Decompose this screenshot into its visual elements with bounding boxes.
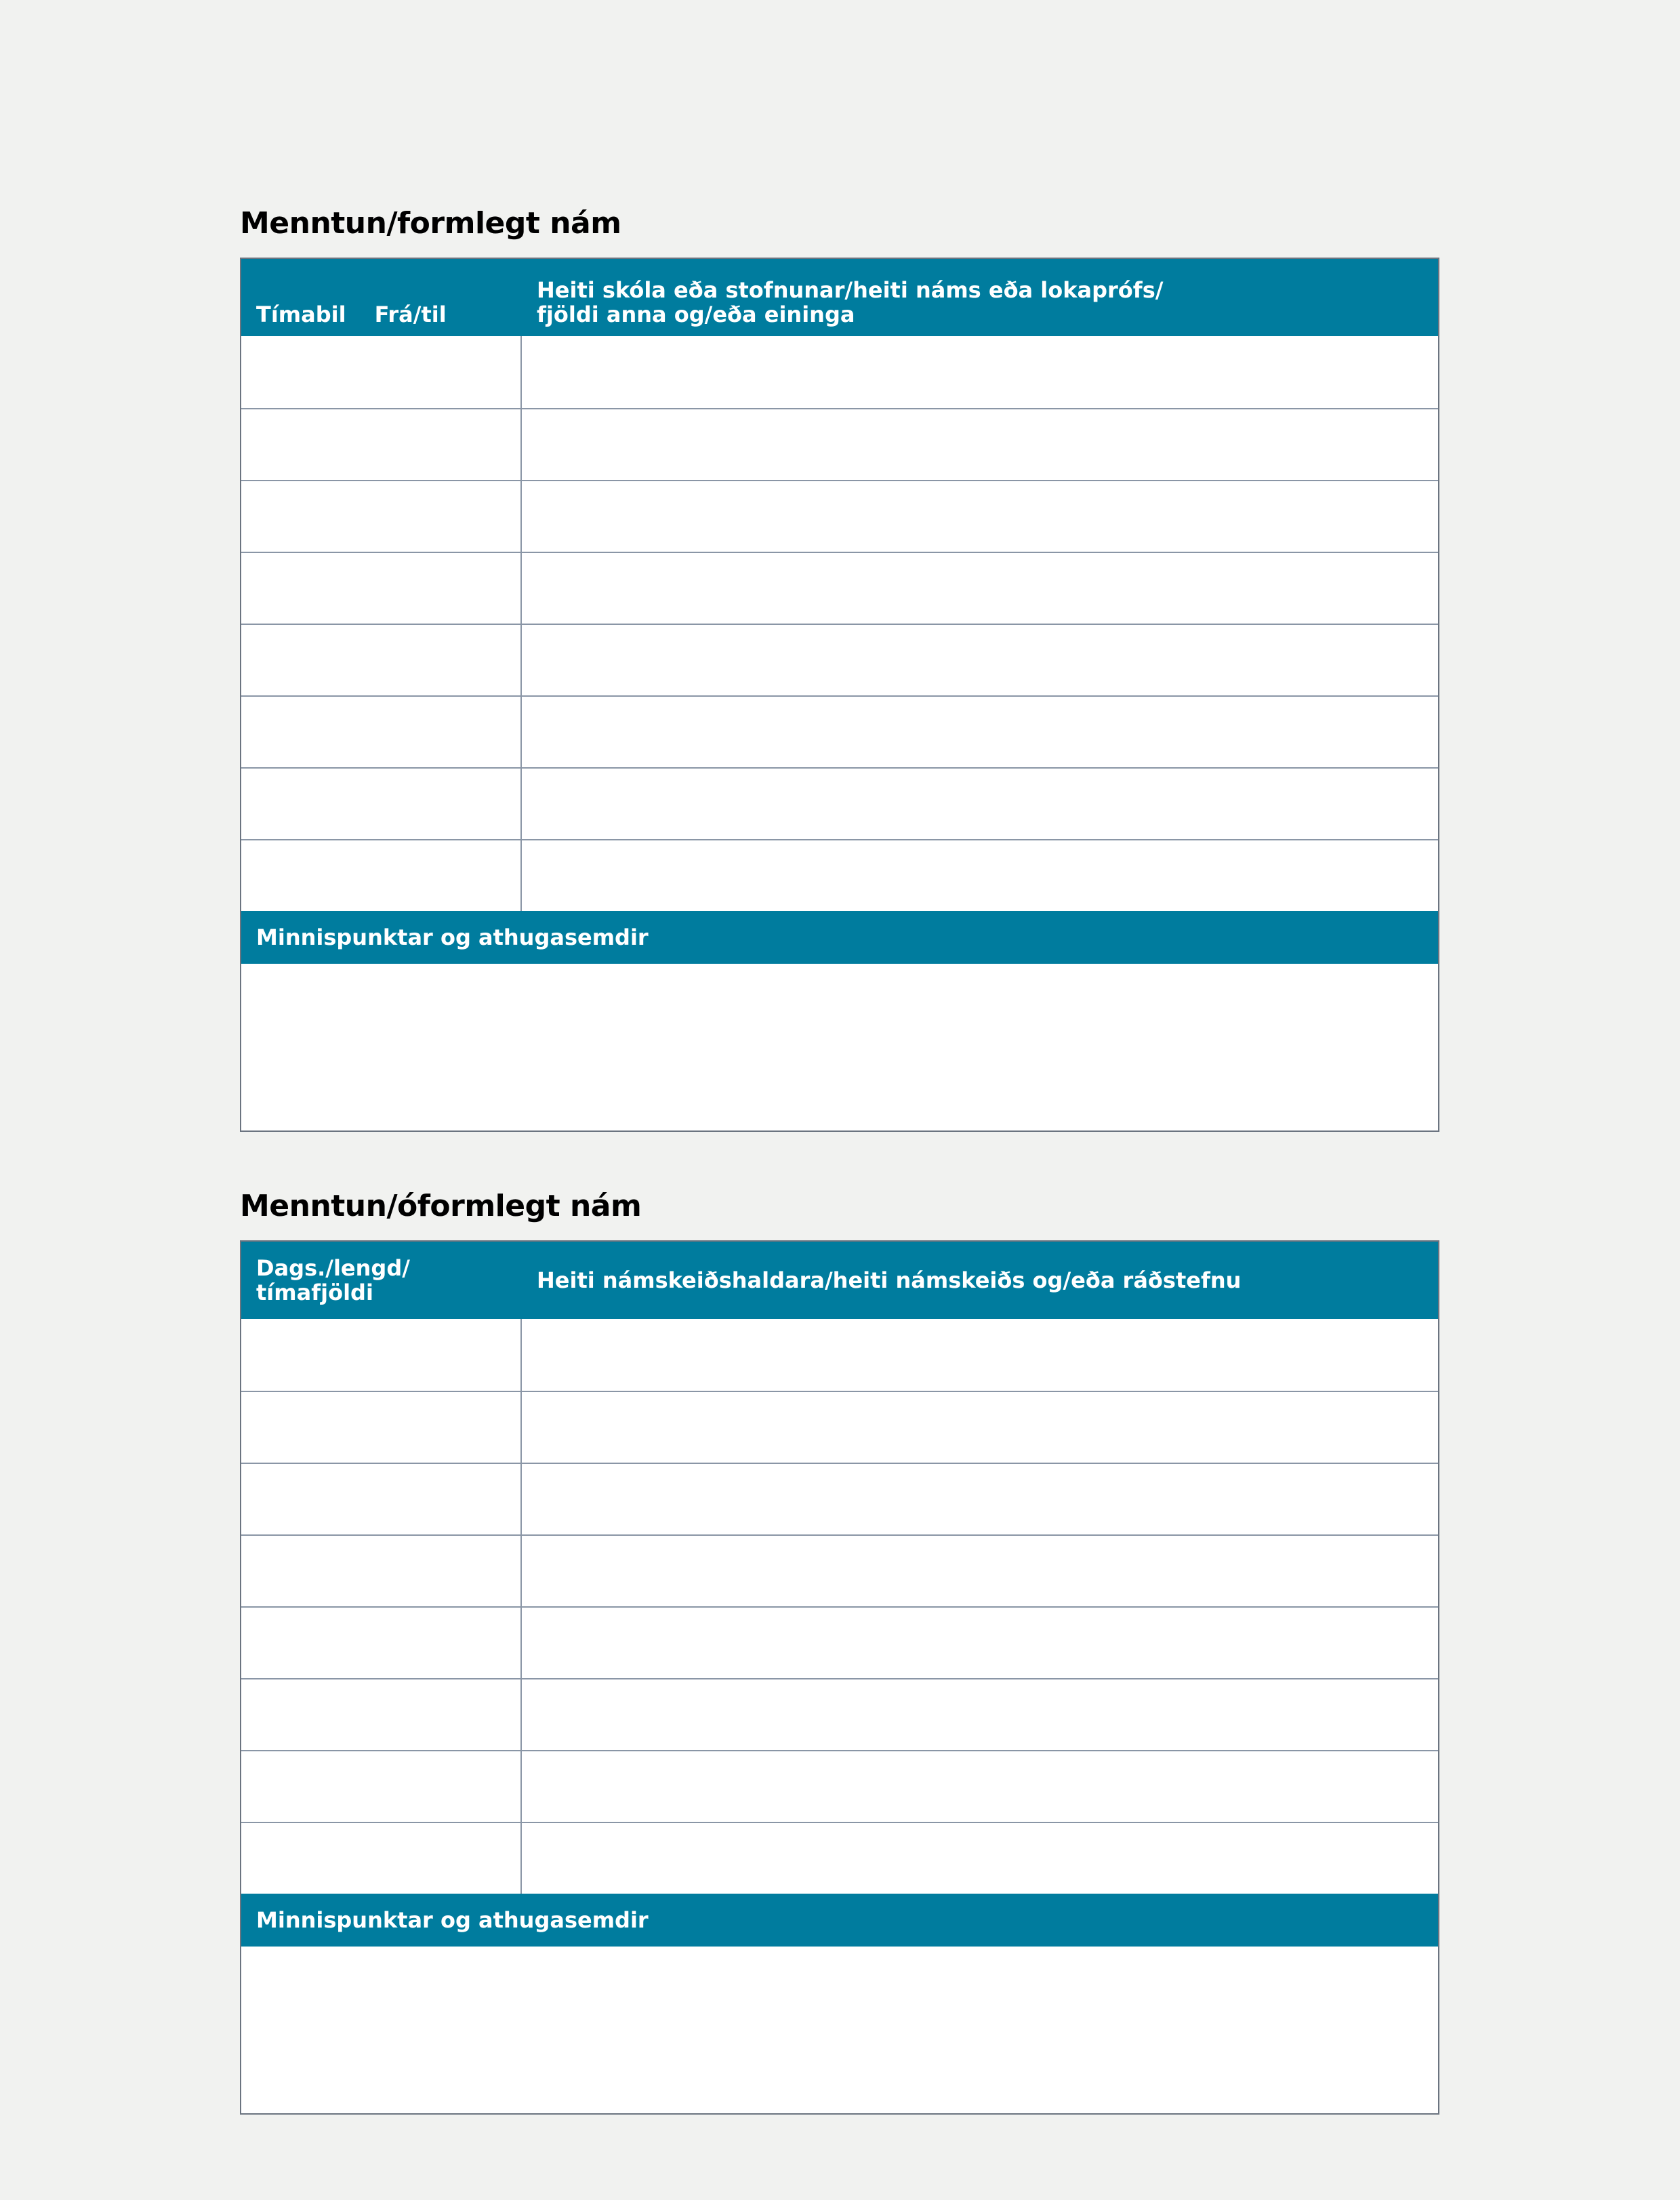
formal-rows: [241, 336, 1438, 911]
table-row: [241, 480, 1438, 552]
notes-field[interactable]: [241, 964, 1438, 1130]
school-header-line-2: fjöldi anna og/eða eininga: [537, 302, 855, 327]
date-header-line-1: Dags./lengd/: [256, 1255, 410, 1281]
period-cell[interactable]: [241, 409, 522, 480]
from-to-label: Frá/til: [374, 302, 447, 327]
period-cell[interactable]: [241, 481, 522, 552]
notes-header: Minnispunktar og athugasemdir: [241, 1894, 1438, 1947]
column-header-school: [522, 259, 1438, 336]
period-cell[interactable]: [241, 336, 522, 408]
date-cell[interactable]: [241, 1679, 522, 1750]
date-cell[interactable]: [241, 1392, 522, 1463]
table-row: [241, 552, 1438, 624]
formal-section-title: Menntun/formlegt nám: [240, 206, 621, 241]
table-row: [241, 1822, 1438, 1894]
school-cell[interactable]: [522, 697, 1438, 767]
table-row: [241, 839, 1438, 911]
date-cell[interactable]: [241, 1608, 522, 1678]
school-cell[interactable]: [522, 769, 1438, 839]
course-cell[interactable]: [522, 1392, 1438, 1463]
course-cell[interactable]: [522, 1608, 1438, 1678]
column-header-course: [522, 1242, 1438, 1319]
table-row: [241, 1319, 1438, 1391]
period-cell[interactable]: [241, 769, 522, 839]
table-header: [241, 1242, 1438, 1319]
course-cell[interactable]: [522, 1823, 1438, 1894]
date-cell[interactable]: [241, 1464, 522, 1534]
table-row: [241, 695, 1438, 767]
date-cell[interactable]: [241, 1536, 522, 1606]
course-cell[interactable]: [522, 1536, 1438, 1606]
informal-education-table: [240, 1240, 1439, 2115]
notes-field[interactable]: [241, 1947, 1438, 2113]
date-cell[interactable]: [241, 1751, 522, 1822]
table-row: [241, 1606, 1438, 1678]
table-row: [241, 624, 1438, 695]
period-cell[interactable]: [241, 553, 522, 624]
table-row: [241, 1750, 1438, 1822]
period-cell[interactable]: [241, 840, 522, 911]
course-cell[interactable]: [522, 1679, 1438, 1750]
table-row: [241, 408, 1438, 480]
notes-header: Minnispunktar og athugasemdir: [241, 911, 1438, 964]
school-cell[interactable]: [522, 336, 1438, 408]
table-row: [241, 336, 1438, 408]
school-header-line-1: Heiti skóla eða stofnunar/heiti náms eða lokaprófs/: [537, 277, 1164, 303]
table-row: [241, 767, 1438, 839]
table-row: [241, 1534, 1438, 1606]
school-cell[interactable]: [522, 409, 1438, 480]
school-cell[interactable]: [522, 840, 1438, 911]
school-cell[interactable]: [522, 553, 1438, 624]
date-header-line-2: tímafjöldi: [256, 1280, 373, 1305]
date-cell[interactable]: [241, 1823, 522, 1894]
informal-section-title: Menntun/óformlegt nám: [240, 1189, 642, 1223]
column-header-date: [241, 1242, 522, 1319]
table-row: [241, 1463, 1438, 1534]
course-cell[interactable]: [522, 1319, 1438, 1391]
date-cell[interactable]: [241, 1319, 522, 1391]
course-cell[interactable]: [522, 1464, 1438, 1534]
school-cell[interactable]: [522, 625, 1438, 695]
period-cell[interactable]: [241, 697, 522, 767]
course-header: Heiti námskeiðshaldara/heiti námskeiðs og/eða ráðstefnu: [537, 1267, 1242, 1293]
column-header-period: [241, 259, 522, 336]
formal-education-table: [240, 258, 1439, 1132]
table-row: [241, 1391, 1438, 1463]
informal-rows: [241, 1319, 1438, 1894]
period-cell[interactable]: [241, 625, 522, 695]
table-row: [241, 1678, 1438, 1750]
period-label: Tímabil: [256, 302, 346, 327]
course-cell[interactable]: [522, 1751, 1438, 1822]
table-header: [241, 259, 1438, 336]
school-cell[interactable]: [522, 481, 1438, 552]
